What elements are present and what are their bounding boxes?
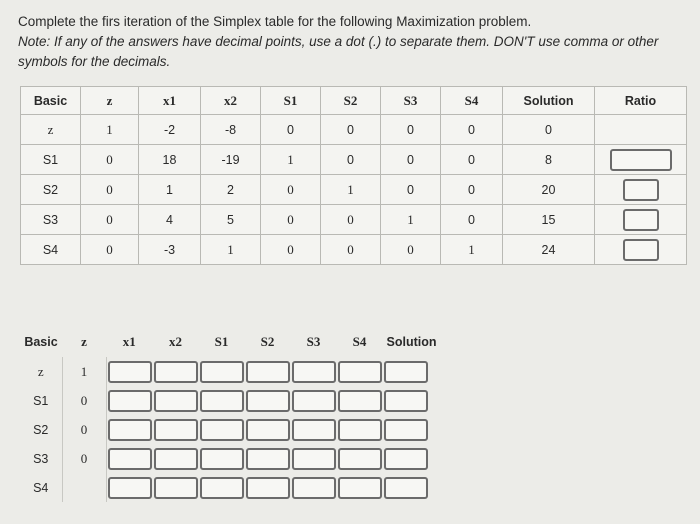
table1-cell: 0 bbox=[503, 115, 595, 145]
answer-input[interactable] bbox=[246, 477, 290, 499]
answer-input[interactable] bbox=[108, 390, 152, 412]
answer-input[interactable] bbox=[246, 448, 290, 470]
answer-input[interactable] bbox=[108, 477, 152, 499]
table1-cell: z bbox=[21, 115, 81, 145]
answer-input[interactable] bbox=[246, 390, 290, 412]
ratio-input-s3[interactable] bbox=[623, 209, 659, 231]
table1-cell: 0 bbox=[261, 175, 321, 205]
table2-row-z bbox=[20, 357, 441, 386]
table1-cell: 24 bbox=[503, 235, 595, 265]
table1-header-s3: S3 bbox=[381, 87, 441, 115]
table1-cell: -2 bbox=[139, 115, 201, 145]
ratio-cell bbox=[595, 205, 687, 235]
answer-input[interactable] bbox=[384, 390, 428, 412]
table1-header-ratio: Ratio bbox=[595, 87, 687, 115]
table1-header-x1: x1 bbox=[139, 87, 201, 115]
ratio-cell bbox=[595, 145, 687, 175]
answer-input[interactable] bbox=[384, 419, 428, 441]
table2-basic-cell: S3 bbox=[20, 444, 62, 473]
table1-cell: S1 bbox=[21, 145, 81, 175]
answer-input[interactable] bbox=[338, 361, 382, 383]
table1-cell: 8 bbox=[503, 145, 595, 175]
table2-basic-cell: S4 bbox=[20, 473, 62, 502]
table1-cell: S4 bbox=[21, 235, 81, 265]
table1-cell: 1 bbox=[441, 235, 503, 265]
table1-row-s3 bbox=[21, 205, 687, 235]
table1-header-z: z bbox=[81, 87, 139, 115]
table2-row-s1 bbox=[20, 386, 441, 415]
table1-cell: 0 bbox=[381, 175, 441, 205]
iteration-simplex-table bbox=[20, 327, 441, 502]
table1-cell: S3 bbox=[21, 205, 81, 235]
answer-input[interactable] bbox=[154, 390, 198, 412]
ratio-input-s4[interactable] bbox=[623, 239, 659, 261]
question-text bbox=[18, 12, 698, 72]
table2-basic-cell: S2 bbox=[20, 415, 62, 444]
answer-input[interactable] bbox=[154, 361, 198, 383]
table2-header-row bbox=[20, 327, 441, 357]
table1-cell: -19 bbox=[201, 145, 261, 175]
answer-input[interactable] bbox=[338, 477, 382, 499]
table1-cell: 20 bbox=[503, 175, 595, 205]
table2-row-s2 bbox=[20, 415, 441, 444]
answer-input[interactable] bbox=[200, 361, 244, 383]
table1-header-row bbox=[21, 87, 687, 115]
table1-header-solution: Solution bbox=[503, 87, 595, 115]
table2-basic-cell: S1 bbox=[20, 386, 62, 415]
table2-row-s3 bbox=[20, 444, 441, 473]
table2-header-basic: Basic bbox=[24, 335, 58, 349]
table1-row-s2 bbox=[21, 175, 687, 205]
table2-z-cell: 0 bbox=[62, 415, 106, 444]
ratio-cell bbox=[595, 235, 687, 265]
table1-cell: 0 bbox=[381, 115, 441, 145]
question-note: Note: If any of the answers have decimal points, use a dot (.) to separate them. DON'T use comma or other symbols for the decimals. bbox=[18, 34, 659, 69]
table1-header-s4: S4 bbox=[441, 87, 503, 115]
ratio-cell bbox=[595, 175, 687, 205]
table2-basic-cell: z bbox=[20, 357, 62, 386]
answer-input[interactable] bbox=[292, 361, 336, 383]
table1-cell: 0 bbox=[321, 235, 381, 265]
table1-cell: 0 bbox=[81, 235, 139, 265]
table1-cell: 0 bbox=[81, 205, 139, 235]
answer-input[interactable] bbox=[246, 361, 290, 383]
answer-input[interactable] bbox=[200, 390, 244, 412]
table1-cell: S2 bbox=[21, 175, 81, 205]
answer-input[interactable] bbox=[338, 448, 382, 470]
table1-cell: 0 bbox=[321, 145, 381, 175]
table1-cell: 1 bbox=[261, 145, 321, 175]
table1-cell: 0 bbox=[441, 145, 503, 175]
table2-header-s3: S3 bbox=[306, 334, 321, 349]
table1-cell: 0 bbox=[441, 115, 503, 145]
table1-cell: 0 bbox=[441, 205, 503, 235]
answer-input[interactable] bbox=[292, 390, 336, 412]
answer-input[interactable] bbox=[338, 390, 382, 412]
table2-z-cell: 0 bbox=[62, 386, 106, 415]
table1-cell: 1 bbox=[201, 235, 261, 265]
answer-input[interactable] bbox=[200, 448, 244, 470]
initial-simplex-table bbox=[20, 86, 687, 265]
table1-row-z bbox=[21, 115, 687, 145]
table2-header-s2: S2 bbox=[260, 334, 275, 349]
table1-header-x2: x2 bbox=[201, 87, 261, 115]
table1-cell: 0 bbox=[261, 115, 321, 145]
table1-cell: 2 bbox=[201, 175, 261, 205]
answer-input[interactable] bbox=[246, 419, 290, 441]
answer-input[interactable] bbox=[200, 419, 244, 441]
table1-row-s1 bbox=[21, 145, 687, 175]
table2-z-cell bbox=[62, 473, 106, 502]
table1-row-s4 bbox=[21, 235, 687, 265]
table1-cell: 1 bbox=[139, 175, 201, 205]
table1-cell: 18 bbox=[139, 145, 201, 175]
table1-header-basic: Basic bbox=[21, 87, 81, 115]
answer-input[interactable] bbox=[154, 419, 198, 441]
table1-cell: 4 bbox=[139, 205, 201, 235]
answer-input[interactable] bbox=[108, 361, 152, 383]
table2-z-cell: 0 bbox=[62, 444, 106, 473]
table1-cell: 0 bbox=[321, 115, 381, 145]
answer-input[interactable] bbox=[338, 419, 382, 441]
table1-cell: 0 bbox=[441, 175, 503, 205]
table1-header-s2: S2 bbox=[321, 87, 381, 115]
answer-input[interactable] bbox=[292, 419, 336, 441]
ratio-input-s1[interactable] bbox=[610, 149, 672, 171]
table1-cell: 5 bbox=[201, 205, 261, 235]
table1-cell: 1 bbox=[321, 175, 381, 205]
question-instruction: Complete the firs iteration of the Simplex table for the following Maximization problem. bbox=[18, 14, 532, 29]
table2-row-s4 bbox=[20, 473, 441, 502]
answer-input[interactable] bbox=[108, 448, 152, 470]
table1-cell: 0 bbox=[261, 205, 321, 235]
table1-cell: 1 bbox=[381, 205, 441, 235]
answer-input[interactable] bbox=[154, 477, 198, 499]
ratio-cell-empty bbox=[595, 115, 687, 145]
table1-cell: -8 bbox=[201, 115, 261, 145]
table2-header-z: z bbox=[81, 334, 87, 349]
table1-cell: 1 bbox=[81, 115, 139, 145]
table1-header-s1: S1 bbox=[261, 87, 321, 115]
table1-cell: 15 bbox=[503, 205, 595, 235]
answer-input[interactable] bbox=[108, 419, 152, 441]
ratio-input-s2[interactable] bbox=[623, 179, 659, 201]
answer-input[interactable] bbox=[384, 361, 428, 383]
table1-cell: 0 bbox=[381, 235, 441, 265]
answer-input[interactable] bbox=[200, 477, 244, 499]
answer-input[interactable] bbox=[384, 448, 428, 470]
table1-cell: 0 bbox=[81, 145, 139, 175]
answer-input[interactable] bbox=[154, 448, 198, 470]
table2-header-solution: Solution bbox=[386, 335, 437, 349]
answer-input[interactable] bbox=[292, 477, 336, 499]
table2-header-x1: x1 bbox=[122, 334, 136, 349]
table2-header-s4: S4 bbox=[352, 334, 367, 349]
table1-cell: 0 bbox=[321, 205, 381, 235]
table2-header-x2: x2 bbox=[169, 334, 182, 349]
table1-cell: 0 bbox=[81, 175, 139, 205]
table2-z-cell: 1 bbox=[62, 357, 106, 386]
answer-input[interactable] bbox=[384, 477, 428, 499]
table1-cell: 0 bbox=[381, 145, 441, 175]
table1-cell: 0 bbox=[261, 235, 321, 265]
answer-input[interactable] bbox=[292, 448, 336, 470]
table2-header-s1: S1 bbox=[214, 334, 229, 349]
table1-cell: -3 bbox=[139, 235, 201, 265]
